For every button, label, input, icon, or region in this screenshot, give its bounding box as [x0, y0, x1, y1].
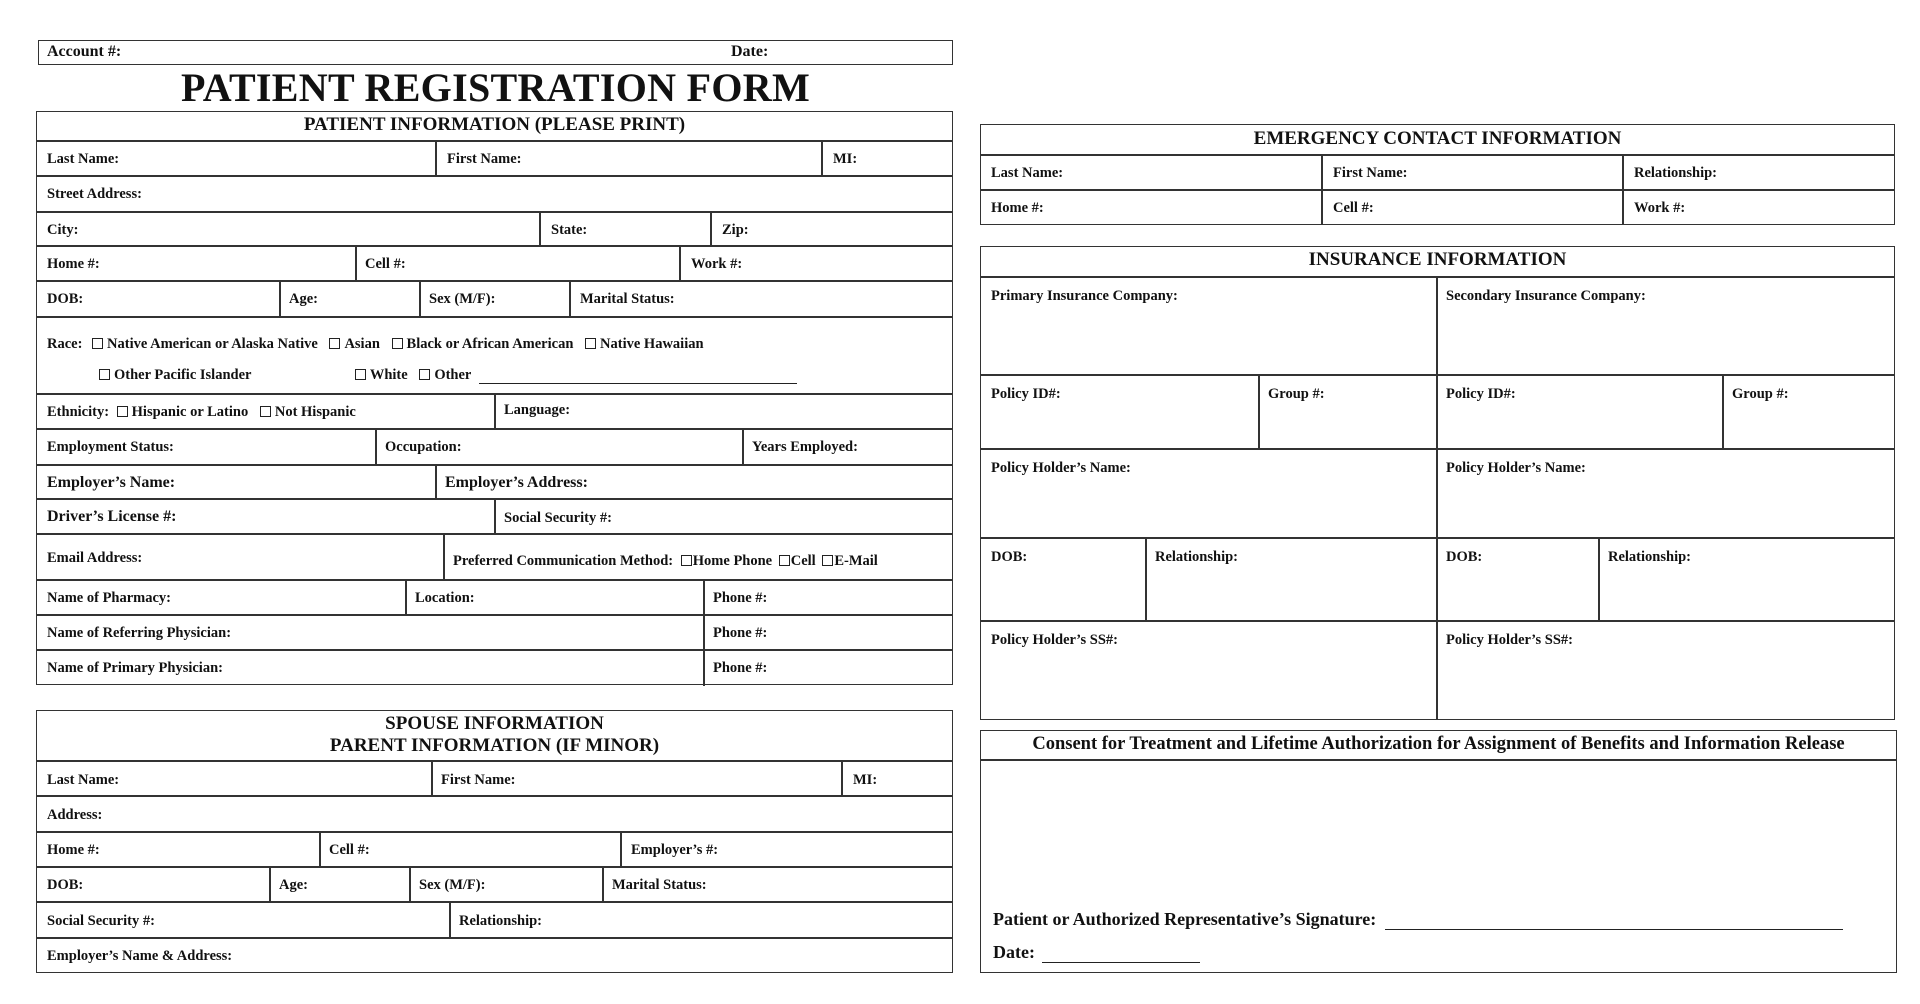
employer-address-label: Employer’s Address: [445, 474, 588, 491]
emergency-cell-phone-label: Cell #: [1333, 200, 1374, 216]
pref-comm-option-cell: Cell [790, 553, 816, 569]
patient-work-phone-label: Work #: [691, 256, 743, 272]
patient-info-heading: PATIENT INFORMATION (PLEASE PRINT) [303, 114, 686, 135]
race-option-pacific-islander: Other Pacific Islander [114, 367, 252, 383]
emergency-contact-heading: EMERGENCY CONTACT INFORMATION [1253, 128, 1622, 149]
spouse-home-phone-label: Home #: [47, 842, 100, 858]
race-checkbox-native-american[interactable] [92, 338, 103, 349]
pref-comm-checkbox-cell[interactable] [779, 555, 790, 566]
race-label: Race: [47, 336, 83, 352]
race-option-native-american: Native American or Alaska Native [107, 336, 318, 352]
patient-info-section [36, 111, 953, 685]
patient-state-label: State: [551, 222, 588, 238]
patient-first-name-label: First Name: [447, 151, 522, 167]
parent-info-heading: PARENT INFORMATION (IF MINOR) [329, 735, 660, 756]
race-row-2 [99, 367, 797, 384]
race-checkbox-black[interactable] [392, 338, 403, 349]
secondary-holder-name-label: Policy Holder’s Name: [1446, 460, 1586, 476]
page-title: PATIENT REGISTRATION FORM [180, 65, 811, 110]
spouse-employer-name-address-label: Employer’s Name & Address: [47, 948, 233, 964]
spouse-sex-label: Sex (M/F): [419, 877, 486, 893]
spouse-address-label: Address: [47, 807, 103, 823]
signature-label: Patient or Authorized Representative’s Signature: [993, 909, 1377, 929]
race-checkbox-other[interactable] [419, 369, 430, 380]
spouse-age-label: Age: [279, 877, 308, 893]
ethnicity-option-hispanic: Hispanic or Latino [131, 404, 249, 420]
emergency-last-name-label: Last Name: [991, 165, 1064, 181]
account-date-box [38, 40, 953, 65]
spouse-info-heading: SPOUSE INFORMATION [385, 713, 604, 734]
pharmacy-location-label: Location: [415, 590, 475, 606]
spouse-mi-label: MI: [853, 772, 878, 788]
pref-comm-checkbox-home[interactable] [681, 555, 692, 566]
ethnicity-option-not-hispanic: Not Hispanic [274, 404, 356, 420]
primary-insurance-label: Primary Insurance Company: [991, 288, 1178, 304]
consent-heading: Consent for Treatment and Lifetime Authorization for Assignment of Benefits and Information Release [1032, 734, 1845, 754]
patient-sex-label: Sex (M/F): [429, 291, 496, 307]
patient-ssn-label: Social Security #: [504, 510, 612, 526]
years-employed-label: Years Employed: [752, 439, 858, 455]
primary-holder-name-label: Policy Holder’s Name: [991, 460, 1131, 476]
spouse-last-name-label: Last Name: [47, 772, 120, 788]
signature-line[interactable] [1385, 913, 1843, 930]
signature-row [993, 909, 1843, 930]
pharmacy-phone-label: Phone #: [713, 590, 768, 606]
patient-street-label: Street Address: [47, 186, 142, 202]
patient-marital-status-label: Marital Status: [580, 291, 675, 307]
pref-comm-label: Preferred Communication Method: [453, 553, 674, 569]
insurance-section [980, 246, 1895, 720]
consent-date-row [993, 942, 1200, 963]
pref-comm-row [453, 553, 878, 570]
email-label: Email Address: [47, 550, 143, 566]
ethnicity-checkbox-not-hispanic[interactable] [260, 406, 271, 417]
primary-policy-id-label: Policy ID#: [991, 386, 1061, 402]
secondary-holder-ssn-label: Policy Holder’s SS#: [1446, 632, 1573, 648]
spouse-marital-status-label: Marital Status: [612, 877, 707, 893]
spouse-ssn-label: Social Security #: [47, 913, 155, 929]
primary-group-label: Group #: [1268, 386, 1325, 402]
race-checkbox-pacific-islander[interactable] [99, 369, 110, 380]
secondary-insurance-label: Secondary Insurance Company: [1446, 288, 1646, 304]
spouse-first-name-label: First Name: [441, 772, 516, 788]
spouse-relationship-label: Relationship: [459, 913, 542, 929]
primary-holder-ssn-label: Policy Holder’s SS#: [991, 632, 1118, 648]
patient-language-label: Language: [504, 402, 571, 418]
race-checkbox-white[interactable] [355, 369, 366, 380]
race-option-native-hawaiian: Native Hawaiian [600, 336, 704, 352]
primary-holder-dob-label: DOB: [991, 549, 1028, 565]
drivers-license-label: Driver’s License #: [47, 508, 177, 525]
race-row-1 [47, 336, 704, 353]
race-checkbox-asian[interactable] [329, 338, 340, 349]
race-checkbox-native-hawaiian[interactable] [585, 338, 596, 349]
employment-status-label: Employment Status: [47, 439, 174, 455]
secondary-holder-dob-label: DOB: [1446, 549, 1483, 565]
consent-section [980, 730, 1897, 973]
emergency-home-phone-label: Home #: [991, 200, 1044, 216]
patient-cell-phone-label: Cell #: [365, 256, 406, 272]
patient-zip-label: Zip: [722, 222, 749, 238]
emergency-contact-section [980, 124, 1895, 225]
secondary-holder-relationship-label: Relationship: [1608, 549, 1691, 565]
race-option-asian: Asian [344, 336, 380, 352]
employer-name-label: Employer’s Name: [47, 474, 176, 491]
patient-dob-label: DOB: [47, 291, 84, 307]
patient-home-phone-label: Home #: [47, 256, 100, 272]
occupation-label: Occupation: [385, 439, 462, 455]
consent-date-line[interactable] [1042, 946, 1200, 963]
primary-holder-relationship-label: Relationship: [1155, 549, 1238, 565]
primary-phone-label: Phone #: [713, 660, 768, 676]
account-label: Account #: [47, 43, 122, 60]
race-option-white: White [369, 367, 408, 383]
ethnicity-label: Ethnicity: [47, 404, 110, 420]
ethnicity-row [47, 404, 356, 421]
referring-physician-label: Name of Referring Physician: [47, 625, 232, 641]
pref-comm-option-email: E-Mail [834, 553, 878, 569]
patient-age-label: Age: [289, 291, 318, 307]
pref-comm-option-home: Home Phone [692, 553, 773, 569]
date-label: Date: [731, 43, 769, 60]
consent-date-label: Date: [993, 942, 1035, 962]
race-option-black: Black or African American [406, 336, 574, 352]
pref-comm-checkbox-email[interactable] [822, 555, 833, 566]
race-option-other: Other [434, 367, 472, 383]
ethnicity-checkbox-hispanic[interactable] [117, 406, 128, 417]
primary-physician-label: Name of Primary Physician: [47, 660, 223, 676]
race-other-line[interactable] [479, 369, 797, 384]
spouse-info-section [36, 710, 953, 973]
referring-phone-label: Phone #: [713, 625, 768, 641]
patient-mi-label: MI: [833, 151, 858, 167]
emergency-first-name-label: First Name: [1333, 165, 1408, 181]
emergency-work-phone-label: Work #: [1634, 200, 1686, 216]
insurance-heading: INSURANCE INFORMATION [1308, 249, 1567, 270]
secondary-policy-id-label: Policy ID#: [1446, 386, 1516, 402]
patient-city-label: City: [47, 222, 79, 238]
spouse-cell-phone-label: Cell #: [329, 842, 370, 858]
spouse-dob-label: DOB: [47, 877, 84, 893]
pharmacy-label: Name of Pharmacy: [47, 590, 172, 606]
secondary-group-label: Group #: [1732, 386, 1789, 402]
emergency-relationship-label: Relationship: [1634, 165, 1717, 181]
spouse-employer-phone-label: Employer’s #: [631, 842, 719, 858]
patient-last-name-label: Last Name: [47, 151, 120, 167]
